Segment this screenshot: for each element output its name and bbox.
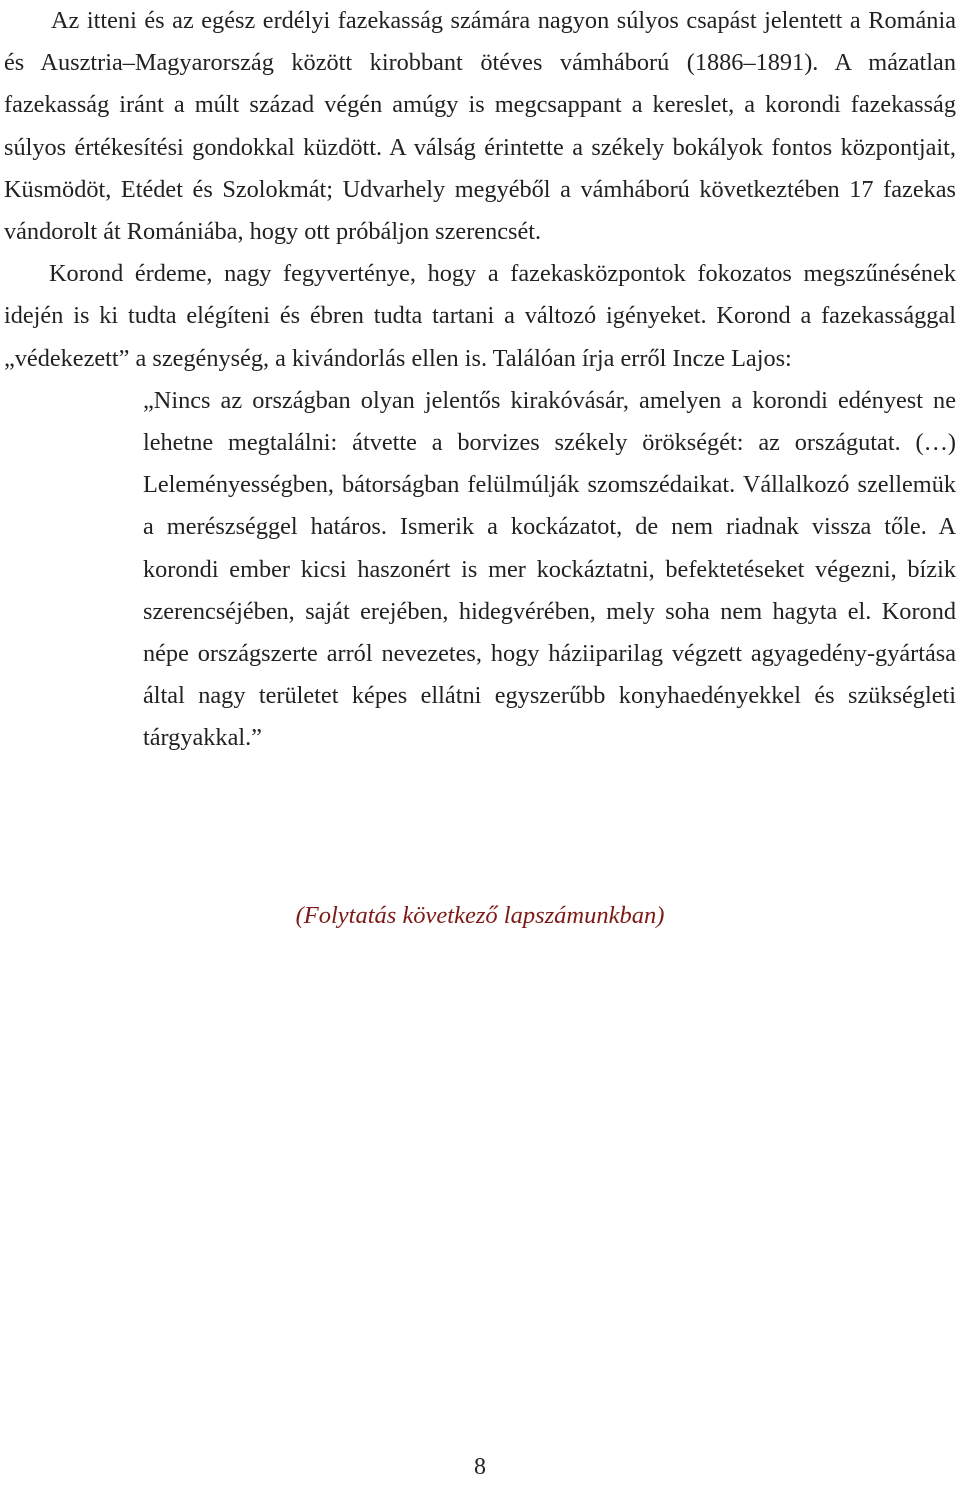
paragraph: Korond érdeme, nagy fegyverténye, hogy a fazekasközpontok fokozatos megszűnésének idején is ki tudta elégíteni és ébren tudta tartani a változó igényeket. Korond a fazekassággal „védekezett” a szegénység, a kivándorlás ellen is. Találóan írja erről Incze Lajos: [4,260,956,372]
article-body [4,0,956,760]
continuation-note: (Folytatás következő lapszámunkban) [295,902,665,929]
block-quote: „Nincs az országban olyan jelentős kirakóvásár, amelyen a korondi edényest ne lehetne megtalálni: átvette a borvizes székely örökségét: az országutat. (…) Leleményességben, bátorságban felülmúlják szomszédaikat. Vállalkozó szellemük a merészséggel határos. Ismerik a kockázatot, de nem riadnak vissza tőle. A korondi ember kicsi haszonért is mer kockáztatni, befektetéseket végezni, bízik szerencséjében, saját erejében, hidegvérében, mely soha nem hagyta el. Korond népe országszerte arról nevezetes, hogy háziiparilag végzett agyagedény-gyártása által nagy területet képes ellátni egyszerűbb konyhaedényekkel és szükségleti tárgyakkal.” [143,386,956,752]
page-number: 8 [474,1454,486,1480]
paragraph: Az itteni és az egész erdélyi fazekasság számára nagyon súlyos csapást jelentett a Románia és Ausztria–Magyarország között kirobbant ötéves vámháború (1886–1891). A mázatlan fazekasság iránt a múlt század végén amúgy is megcsappant a kereslet, a korondi fazekasság súlyos értékesítési gondokkal küzdött. A válság érintette a székely bokályok fontos központjait, Küsmödöt, Etédet és Szolokmát; Udvarhely megyéből a vámháború következtében 17 fazekas vándorolt át Romániába, hogy ott próbáljon szerencsét. [4,7,956,246]
